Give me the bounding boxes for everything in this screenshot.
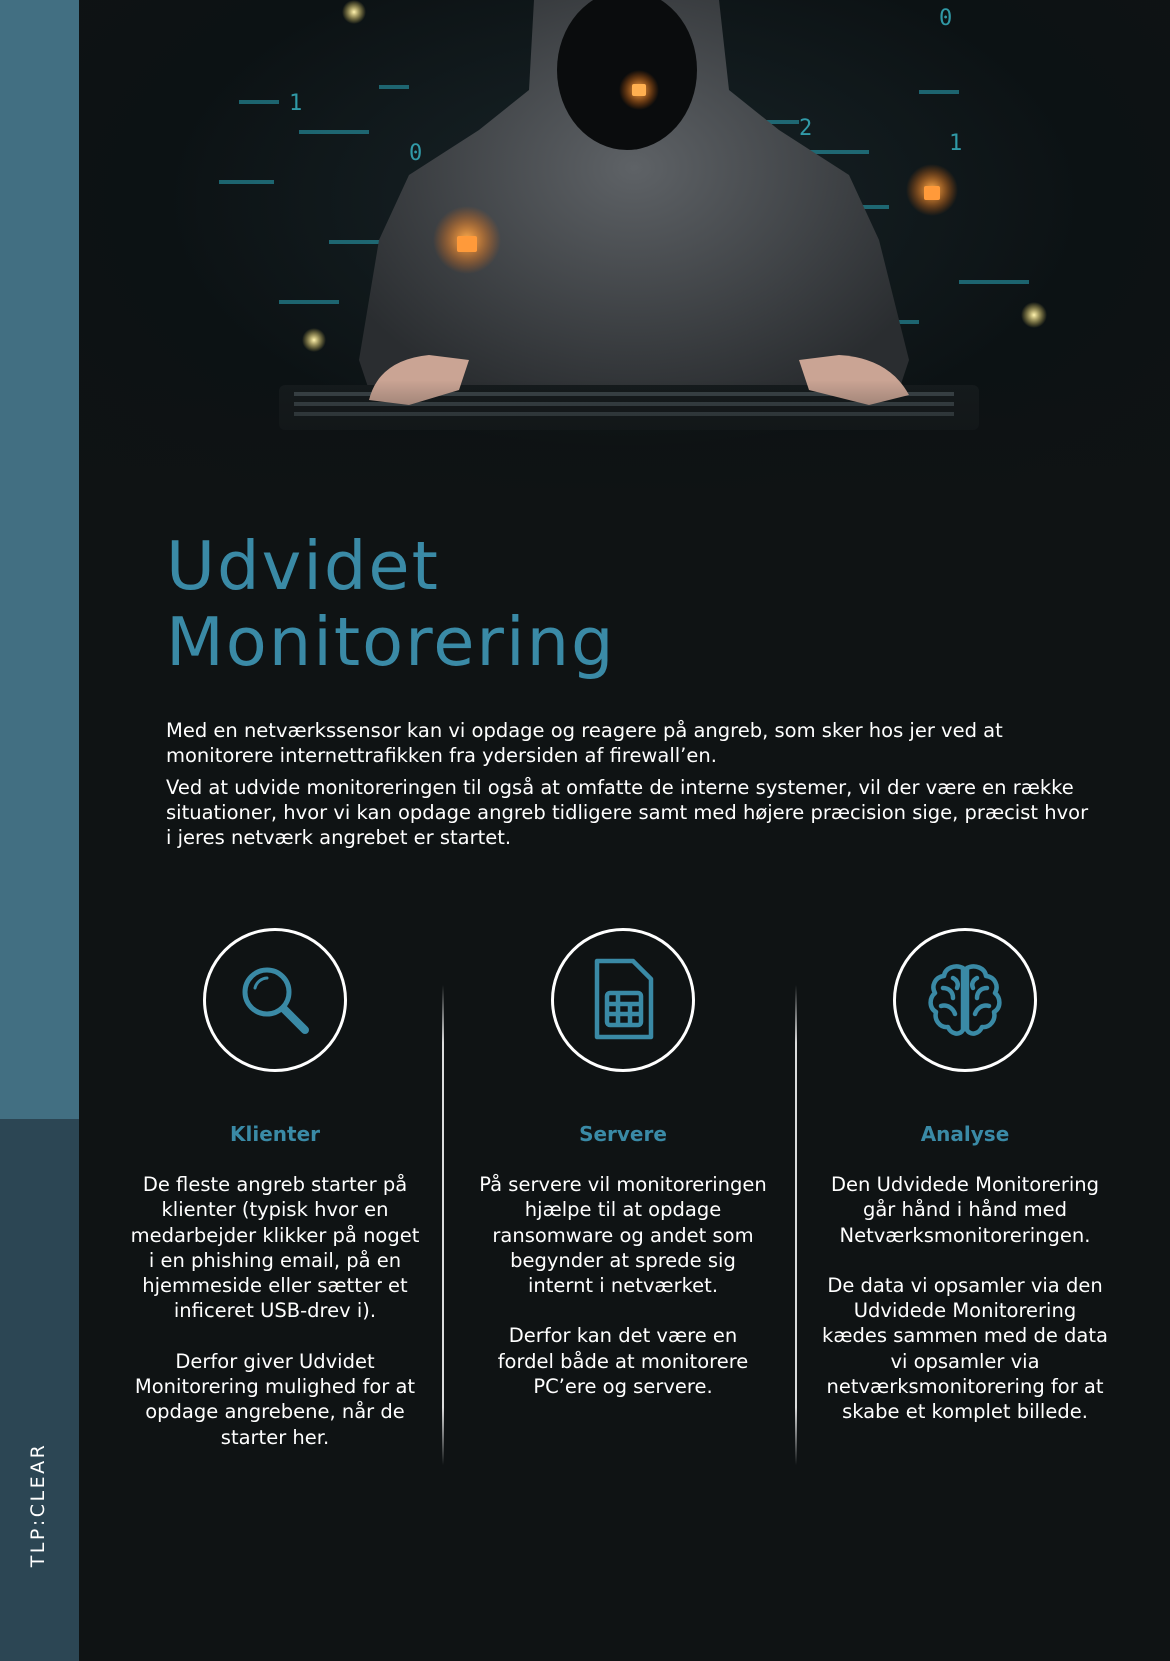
title-line-2: Monitorering	[166, 603, 616, 681]
svg-text:2: 2	[799, 116, 813, 141]
column-divider	[442, 985, 444, 1465]
feature-paragraph: De fleste angreb starter på klienter (typisk hvor en medarbejder klikker på noget i en phishing email, på en hjemmeside eller sætter et inficeret USB-drev i).	[130, 1173, 420, 1323]
feature-column-klienter	[130, 928, 420, 1449]
intro-paragraph-2: Ved at udvide monitoreringen til også at omfatte de interne systemer, vil der være en række situationer, hvor vi kan opdage angreb tidligere samt med højere præcision sige, præcist hvor i jeres netværk angrebet er startet.	[166, 776, 1089, 849]
title-line-1: Udvidet	[166, 527, 440, 605]
intro-text	[166, 718, 1096, 857]
feature-heading: Servere	[579, 1122, 667, 1146]
svg-text:1: 1	[289, 91, 303, 116]
svg-text:0: 0	[409, 141, 423, 166]
sidebar-accent-top	[0, 0, 79, 1119]
feature-column-servere	[478, 928, 768, 1399]
svg-text:0: 0	[939, 6, 953, 31]
feature-heading: Klienter	[230, 1122, 320, 1146]
sidebar-accent-bottom	[0, 1119, 79, 1661]
hero-image-hacker	[79, 0, 1170, 500]
icon-circle	[203, 928, 347, 1072]
feature-paragraph: De data vi opsamler via den Udvidede Monitorering kædes sammen med de data vi opsamler via netværksmonitorering for at skabe et komplet billede.	[822, 1273, 1108, 1424]
brain-icon	[925, 960, 1005, 1040]
icon-circle	[551, 928, 695, 1072]
feature-paragraph: Derfor kan det være en fordel både at monitorere PC’ere og servere.	[497, 1324, 749, 1399]
feature-body	[130, 1172, 420, 1475]
column-divider	[795, 985, 797, 1465]
feature-paragraph: Den Udvidede Monitorering går hånd i hånd med Netværksmonitoreringen.	[831, 1173, 1099, 1247]
feature-body	[820, 1172, 1110, 1450]
feature-paragraph: Derfor giver Udvidet Monitorering mulighed for at opdage angrebene, når de starter her.	[134, 1349, 416, 1449]
feature-body	[478, 1172, 768, 1424]
intro-paragraph-1: Med en netværkssensor kan vi opdage og reagere på angreb, som sker hos jer ved at monitorere internettrafikken fra ydersiden af firewall’en.	[166, 719, 1003, 767]
sim-card-icon	[587, 957, 659, 1043]
tlp-label: TLP:CLEAR	[27, 1442, 49, 1568]
feature-column-analyse	[820, 928, 1110, 1424]
svg-text:1: 1	[949, 131, 963, 156]
feature-paragraph: På servere vil monitoreringen hjælpe til at opdage ransomware og andet som begynder at sprede sig internt i netværket.	[479, 1173, 767, 1298]
magnifier-icon	[235, 960, 315, 1040]
feature-heading: Analyse	[920, 1122, 1010, 1146]
page-title	[166, 528, 616, 680]
icon-circle	[893, 928, 1037, 1072]
